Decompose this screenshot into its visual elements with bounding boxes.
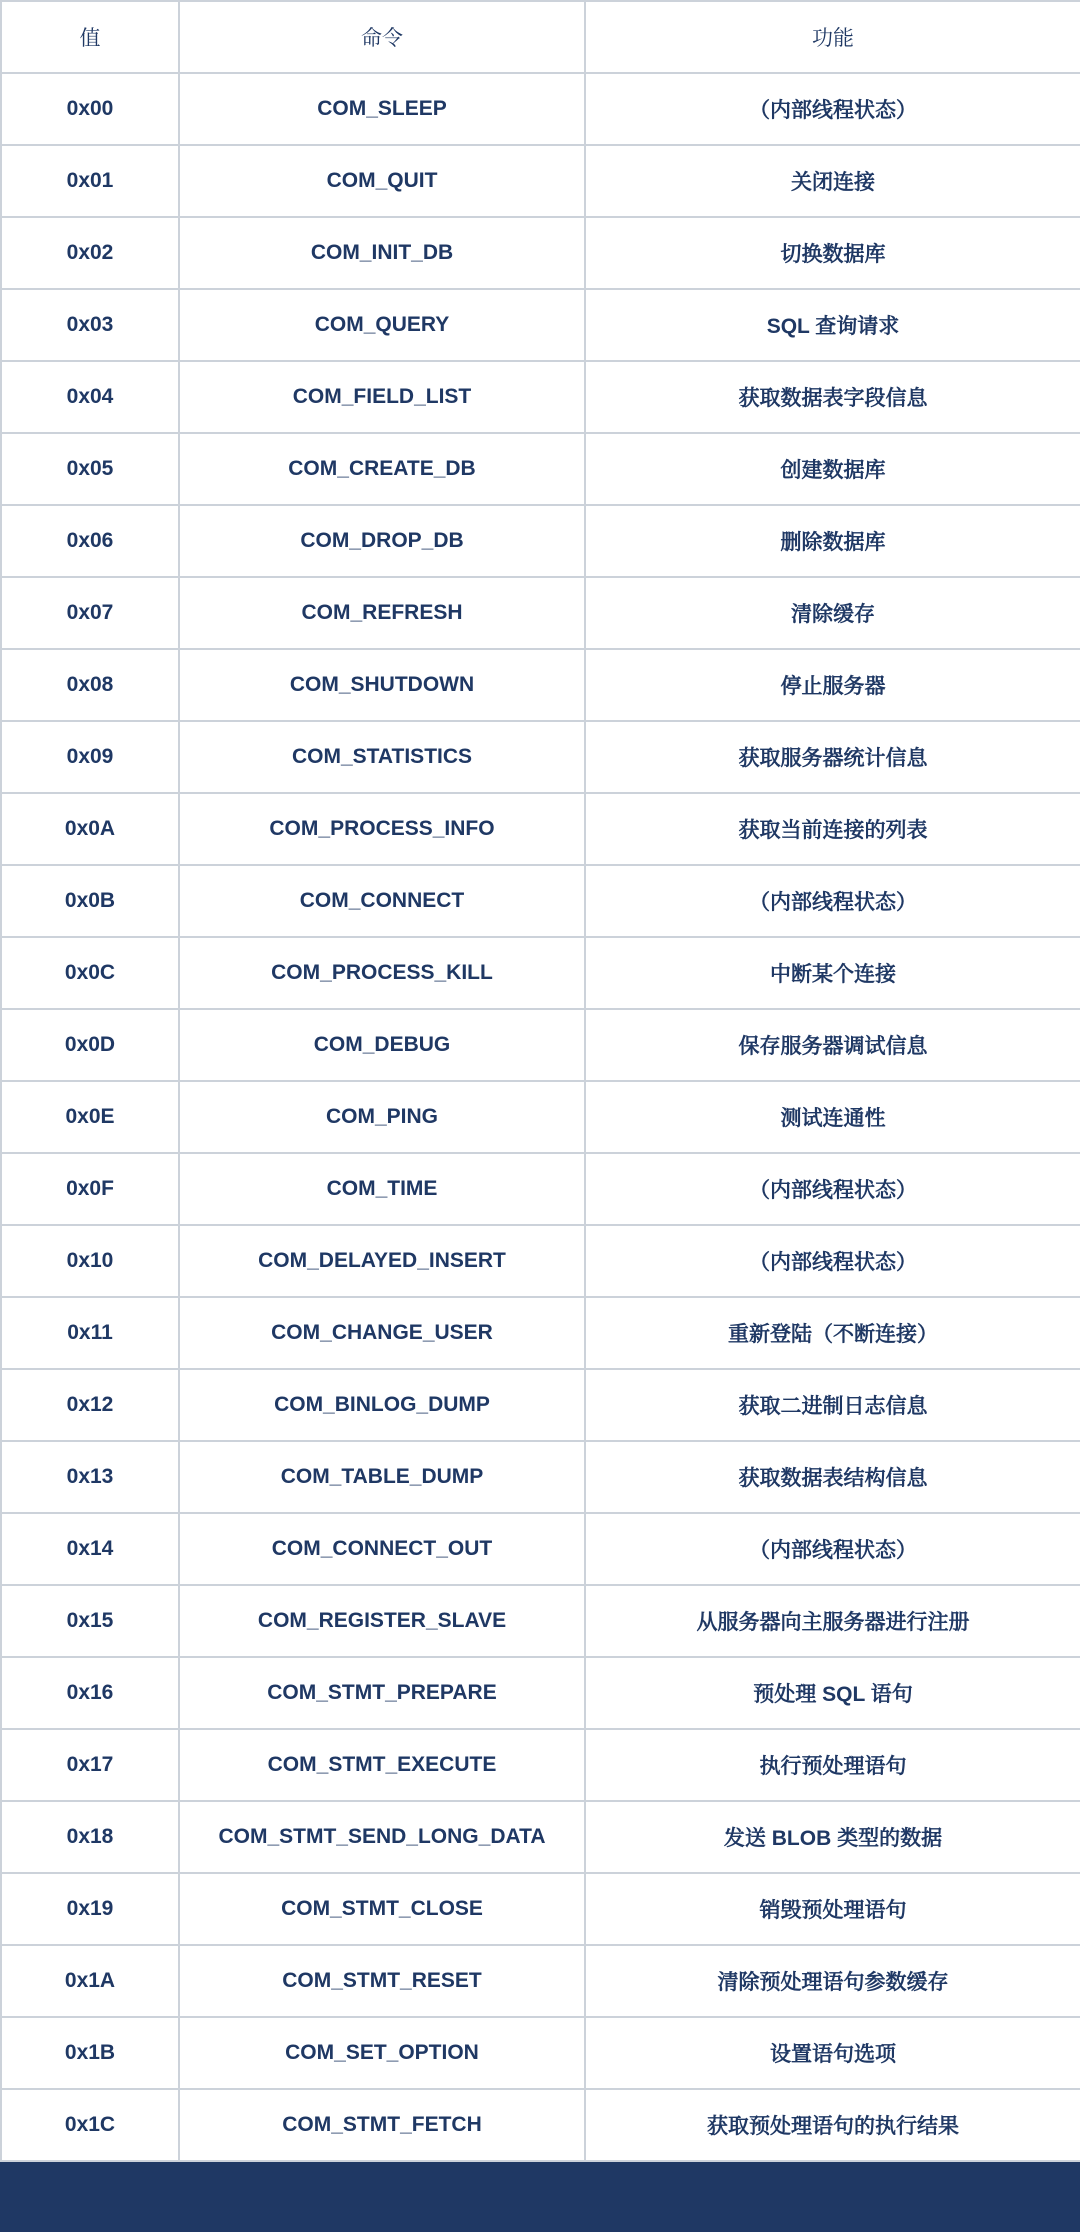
cell-value: 0x13 [1, 1441, 179, 1513]
table-row [1, 721, 1080, 793]
cell-value: 0x0C [1, 937, 179, 1009]
cell-value: 0x1A [1, 1945, 179, 2017]
cell-function: （内部线程状态） [585, 865, 1080, 937]
table-header [1, 1, 1080, 73]
cell-command: COM_PROCESS_INFO [179, 793, 585, 865]
table-row [1, 793, 1080, 865]
cell-value: 0x18 [1, 1801, 179, 1873]
cell-command: COM_FIELD_LIST [179, 361, 585, 433]
table-body [1, 73, 1080, 2161]
table-row [1, 1297, 1080, 1369]
cell-function: 获取服务器统计信息 [585, 721, 1080, 793]
table-row [1, 1945, 1080, 2017]
cell-value: 0x00 [1, 73, 179, 145]
table-row [1, 2089, 1080, 2161]
cell-function: 中断某个连接 [585, 937, 1080, 1009]
table-row [1, 1585, 1080, 1657]
cell-command: COM_CREATE_DB [179, 433, 585, 505]
cell-function: 获取数据表字段信息 [585, 361, 1080, 433]
cell-function: 设置语句选项 [585, 2017, 1080, 2089]
cell-function: 从服务器向主服务器进行注册 [585, 1585, 1080, 1657]
cell-command: COM_REFRESH [179, 577, 585, 649]
table-row [1, 1873, 1080, 1945]
cell-function: 清除预处理语句参数缓存 [585, 1945, 1080, 2017]
cell-value: 0x12 [1, 1369, 179, 1441]
cell-value: 0x03 [1, 289, 179, 361]
cell-value: 0x11 [1, 1297, 179, 1369]
cell-value: 0x1C [1, 2089, 179, 2161]
cell-value: 0x07 [1, 577, 179, 649]
table-row [1, 217, 1080, 289]
cell-command: COM_STMT_RESET [179, 1945, 585, 2017]
cell-value: 0x14 [1, 1513, 179, 1585]
cell-command: COM_SHUTDOWN [179, 649, 585, 721]
cell-command: COM_PING [179, 1081, 585, 1153]
cell-value: 0x0A [1, 793, 179, 865]
cell-command: COM_DELAYED_INSERT [179, 1225, 585, 1297]
table-row [1, 1801, 1080, 1873]
header-cell-command: 命令 [179, 1, 585, 73]
table-row [1, 1225, 1080, 1297]
cell-command: COM_DROP_DB [179, 505, 585, 577]
table-row [1, 649, 1080, 721]
cell-value: 0x05 [1, 433, 179, 505]
cell-command: COM_QUERY [179, 289, 585, 361]
cell-value: 0x0D [1, 1009, 179, 1081]
cell-function: 预处理 SQL 语句 [585, 1657, 1080, 1729]
cell-function: 清除缓存 [585, 577, 1080, 649]
cell-value: 0x09 [1, 721, 179, 793]
cell-value: 0x16 [1, 1657, 179, 1729]
cell-function: 停止服务器 [585, 649, 1080, 721]
cell-command: COM_STATISTICS [179, 721, 585, 793]
cell-value: 0x0B [1, 865, 179, 937]
cell-function: （内部线程状态） [585, 1225, 1080, 1297]
header-cell-function: 功能 [585, 1, 1080, 73]
table-row [1, 1009, 1080, 1081]
cell-value: 0x19 [1, 1873, 179, 1945]
cell-function: 获取二进制日志信息 [585, 1369, 1080, 1441]
table-row [1, 2017, 1080, 2089]
cell-command: COM_INIT_DB [179, 217, 585, 289]
cell-command: COM_SET_OPTION [179, 2017, 585, 2089]
cell-function: 获取数据表结构信息 [585, 1441, 1080, 1513]
cell-function: 删除数据库 [585, 505, 1080, 577]
table-row [1, 289, 1080, 361]
cell-command: COM_CHANGE_USER [179, 1297, 585, 1369]
cell-command: COM_STMT_CLOSE [179, 1873, 585, 1945]
cell-function: 重新登陆（不断连接） [585, 1297, 1080, 1369]
table-row [1, 1153, 1080, 1225]
header-cell-value: 值 [1, 1, 179, 73]
cell-value: 0x0F [1, 1153, 179, 1225]
table-row [1, 73, 1080, 145]
cell-value: 0x06 [1, 505, 179, 577]
cell-command: COM_REGISTER_SLAVE [179, 1585, 585, 1657]
cell-command: COM_BINLOG_DUMP [179, 1369, 585, 1441]
cell-value: 0x17 [1, 1729, 179, 1801]
cell-value: 0x01 [1, 145, 179, 217]
table-row [1, 1657, 1080, 1729]
cell-function: 创建数据库 [585, 433, 1080, 505]
table-row [1, 1513, 1080, 1585]
cell-function: 保存服务器调试信息 [585, 1009, 1080, 1081]
cell-function: （内部线程状态） [585, 1513, 1080, 1585]
table-row [1, 505, 1080, 577]
cell-function: 销毁预处理语句 [585, 1873, 1080, 1945]
cell-command: COM_PROCESS_KILL [179, 937, 585, 1009]
header-row [1, 1, 1080, 73]
table-row [1, 145, 1080, 217]
cell-command: COM_TABLE_DUMP [179, 1441, 585, 1513]
cell-command: COM_STMT_EXECUTE [179, 1729, 585, 1801]
cell-command: COM_STMT_SEND_LONG_DATA [179, 1801, 585, 1873]
cell-function: 关闭连接 [585, 145, 1080, 217]
cell-function: 切换数据库 [585, 217, 1080, 289]
table-row [1, 1729, 1080, 1801]
cell-function: （内部线程状态） [585, 73, 1080, 145]
table-row [1, 865, 1080, 937]
cell-function: 执行预处理语句 [585, 1729, 1080, 1801]
cell-command: COM_CONNECT [179, 865, 585, 937]
table-row [1, 1441, 1080, 1513]
cell-function: 测试连通性 [585, 1081, 1080, 1153]
cell-value: 0x1B [1, 2017, 179, 2089]
cell-function: SQL 查询请求 [585, 289, 1080, 361]
cell-command: COM_STMT_PREPARE [179, 1657, 585, 1729]
cell-command: COM_DEBUG [179, 1009, 585, 1081]
cell-command: COM_TIME [179, 1153, 585, 1225]
cell-value: 0x04 [1, 361, 179, 433]
cell-function: 获取当前连接的列表 [585, 793, 1080, 865]
cell-function: 发送 BLOB 类型的数据 [585, 1801, 1080, 1873]
table-row [1, 1081, 1080, 1153]
table-row [1, 577, 1080, 649]
table-row [1, 433, 1080, 505]
bottom-dark-strip [0, 2162, 1080, 2232]
cell-command: COM_CONNECT_OUT [179, 1513, 585, 1585]
cell-value: 0x15 [1, 1585, 179, 1657]
cell-value: 0x0E [1, 1081, 179, 1153]
table-row [1, 937, 1080, 1009]
cell-command: COM_QUIT [179, 145, 585, 217]
table-row [1, 361, 1080, 433]
cell-value: 0x10 [1, 1225, 179, 1297]
cell-function: 获取预处理语句的执行结果 [585, 2089, 1080, 2161]
cell-value: 0x02 [1, 217, 179, 289]
cell-command: COM_STMT_FETCH [179, 2089, 585, 2161]
table-row [1, 1369, 1080, 1441]
cell-command: COM_SLEEP [179, 73, 585, 145]
cell-value: 0x08 [1, 649, 179, 721]
cell-function: （内部线程状态） [585, 1153, 1080, 1225]
